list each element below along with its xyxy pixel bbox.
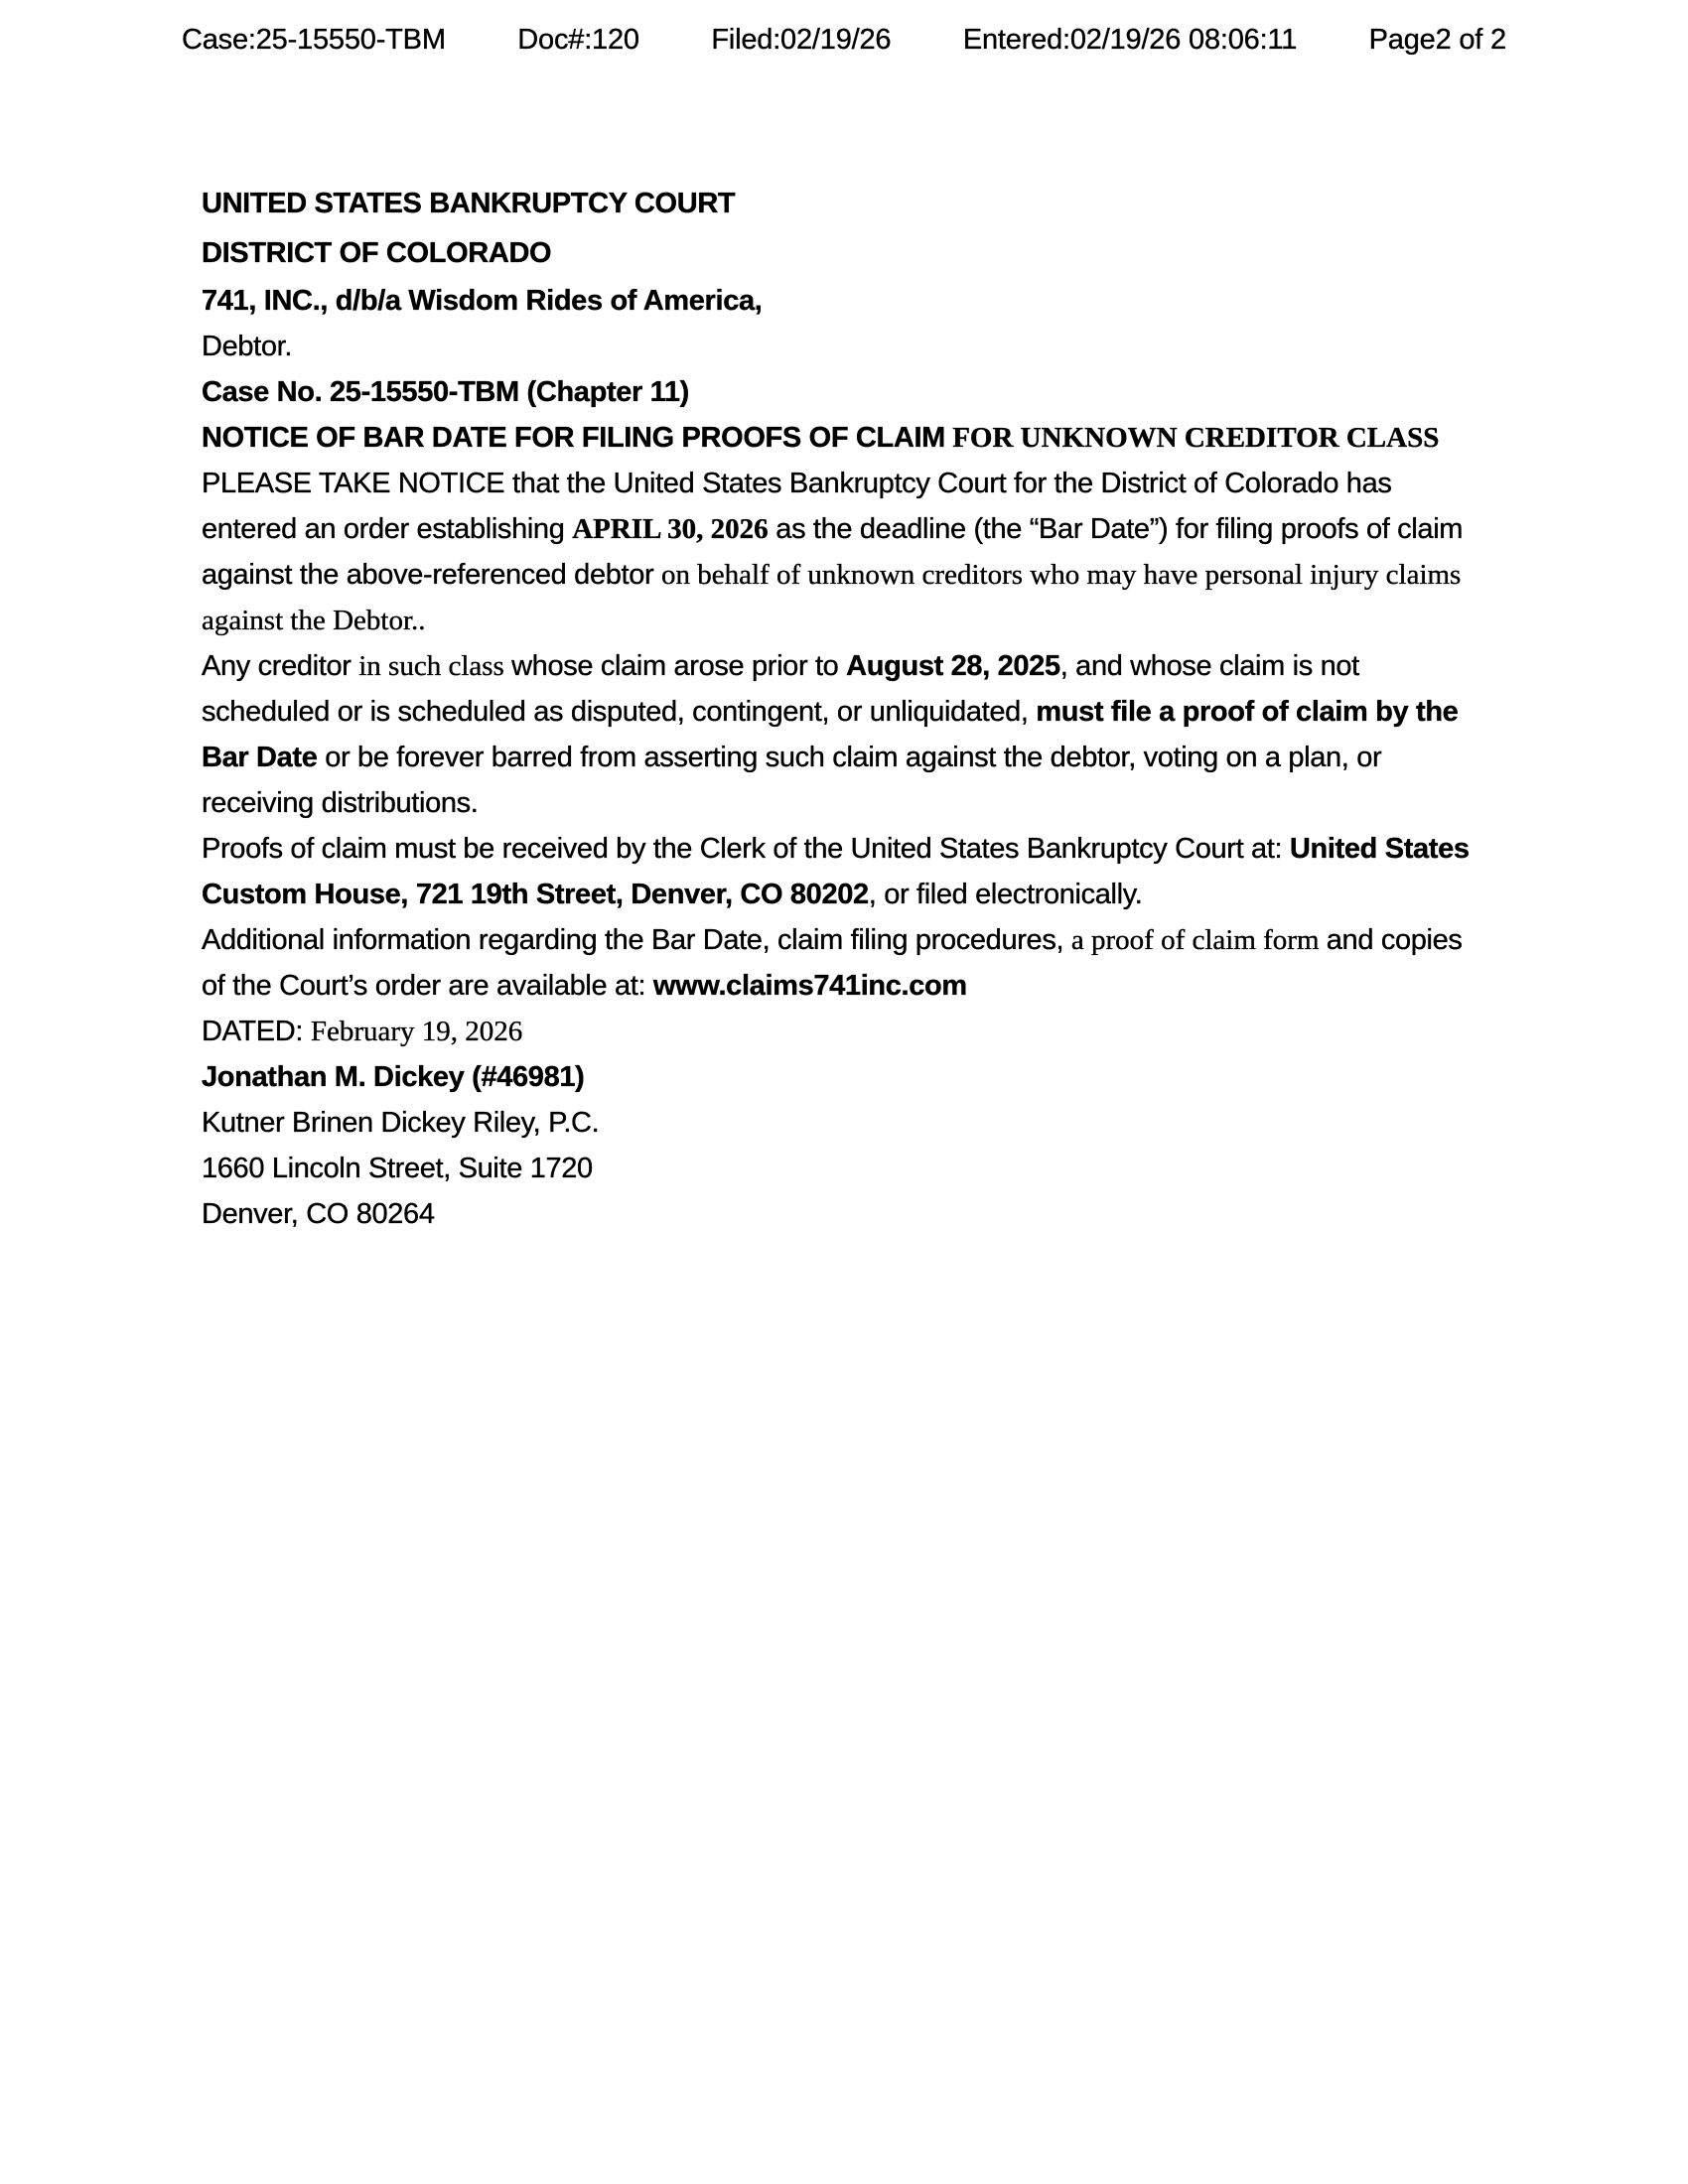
paragraph-text: Proofs of claim must be received by the Clerk of the United States Bankruptcy Court at:: [202, 833, 1290, 865]
case-number: Case No. 25-15550-TBM (Chapter 11): [202, 376, 689, 408]
claim-cutoff-date: August 28, 2025: [846, 650, 1060, 682]
paragraph-bar-date: [202, 461, 1473, 643]
dated-line: [202, 1009, 1473, 1054]
paragraph-text: whose claim arose prior to: [511, 650, 847, 682]
claims-website-url: www.claims741inc.com: [652, 970, 967, 1002]
dated-value: February 19, 2026: [310, 1016, 523, 1047]
notice-title: [202, 415, 1473, 461]
bar-date-value: APRIL 30, 2026: [572, 513, 769, 545]
firm-address-street: 1660 Lincoln Street, Suite 1720: [202, 1153, 593, 1184]
inserted-text: on behalf of unknown creditors who may have personal injury claims against the Debtor..: [202, 559, 1462, 636]
stamp-page-number: Page2 of 2: [1368, 24, 1506, 56]
stamp-case-number: Case:25-15550-TBM: [182, 24, 446, 56]
dated-label: DATED:: [202, 1016, 311, 1047]
notice-title-main: NOTICE OF BAR DATE FOR FILING PROOFS OF CLAIM: [202, 422, 945, 454]
inserted-text: a proof of claim form: [1070, 924, 1327, 956]
court-name: UNITED STATES BANKRUPTCY COURT: [202, 188, 736, 219]
paragraph-text: or be forever barred from asserting such claim against the debtor, voting on a plan, or receiving distributions.: [202, 742, 1382, 819]
paragraph-creditor-requirements: [202, 643, 1473, 826]
pacer-stamp-header: [182, 24, 1506, 57]
debtor-label: Debtor.: [202, 331, 293, 362]
signature-block: [202, 1054, 1473, 1237]
inserted-text: in such class: [358, 650, 512, 682]
notice-title-inserted: FOR UNKNOWN CREDITOR CLASS: [944, 422, 1440, 454]
paragraph-filing-address: [202, 826, 1473, 917]
stamp-filed-date: Filed:02/19/26: [711, 24, 892, 56]
stamp-entered-date: Entered:02/19/26 08:06:11: [962, 24, 1298, 56]
paragraph-text: , or filed electronically.: [868, 879, 1143, 910]
paragraph-text: and copies of the Court’s order are available at:: [202, 924, 1463, 1002]
court-address: United States Custom House, 721 19th Street, Denver, CO 80202: [202, 833, 1470, 910]
attorney-name: Jonathan M. Dickey (#46981): [202, 1061, 585, 1093]
court-district: DISTRICT OF COLORADO: [202, 237, 552, 269]
paragraph-text: Any creditor: [202, 650, 359, 682]
document-body: [202, 179, 1473, 1237]
firm-name: Kutner Brinen Dickey Riley, P.C.: [202, 1107, 600, 1139]
case-caption: [202, 278, 1473, 415]
paragraph-text: as the deadline (the “Bar Date”) for filing proofs of claim against the above-referenced debtor: [202, 513, 1464, 591]
must-file-emphasis: must file a proof of claim by the Bar Date: [202, 696, 1459, 773]
paragraph-text: , and whose claim is not scheduled or is scheduled as disputed, contingent, or unliquidated,: [202, 650, 1359, 728]
court-heading: [202, 179, 1473, 278]
debtor-name: 741, INC., d/b/a Wisdom Rides of America,: [202, 285, 763, 317]
paragraph-text: Additional information regarding the Bar Date, claim filing procedures,: [202, 924, 1071, 956]
stamp-doc-number: Doc#:120: [517, 24, 639, 56]
paragraph-text: PLEASE TAKE NOTICE that the United States Bankruptcy Court for the District of Colorado has entered an order establishing: [202, 468, 1392, 545]
firm-address-city: Denver, CO 80264: [202, 1198, 435, 1230]
paragraph-additional-info: [202, 917, 1473, 1009]
